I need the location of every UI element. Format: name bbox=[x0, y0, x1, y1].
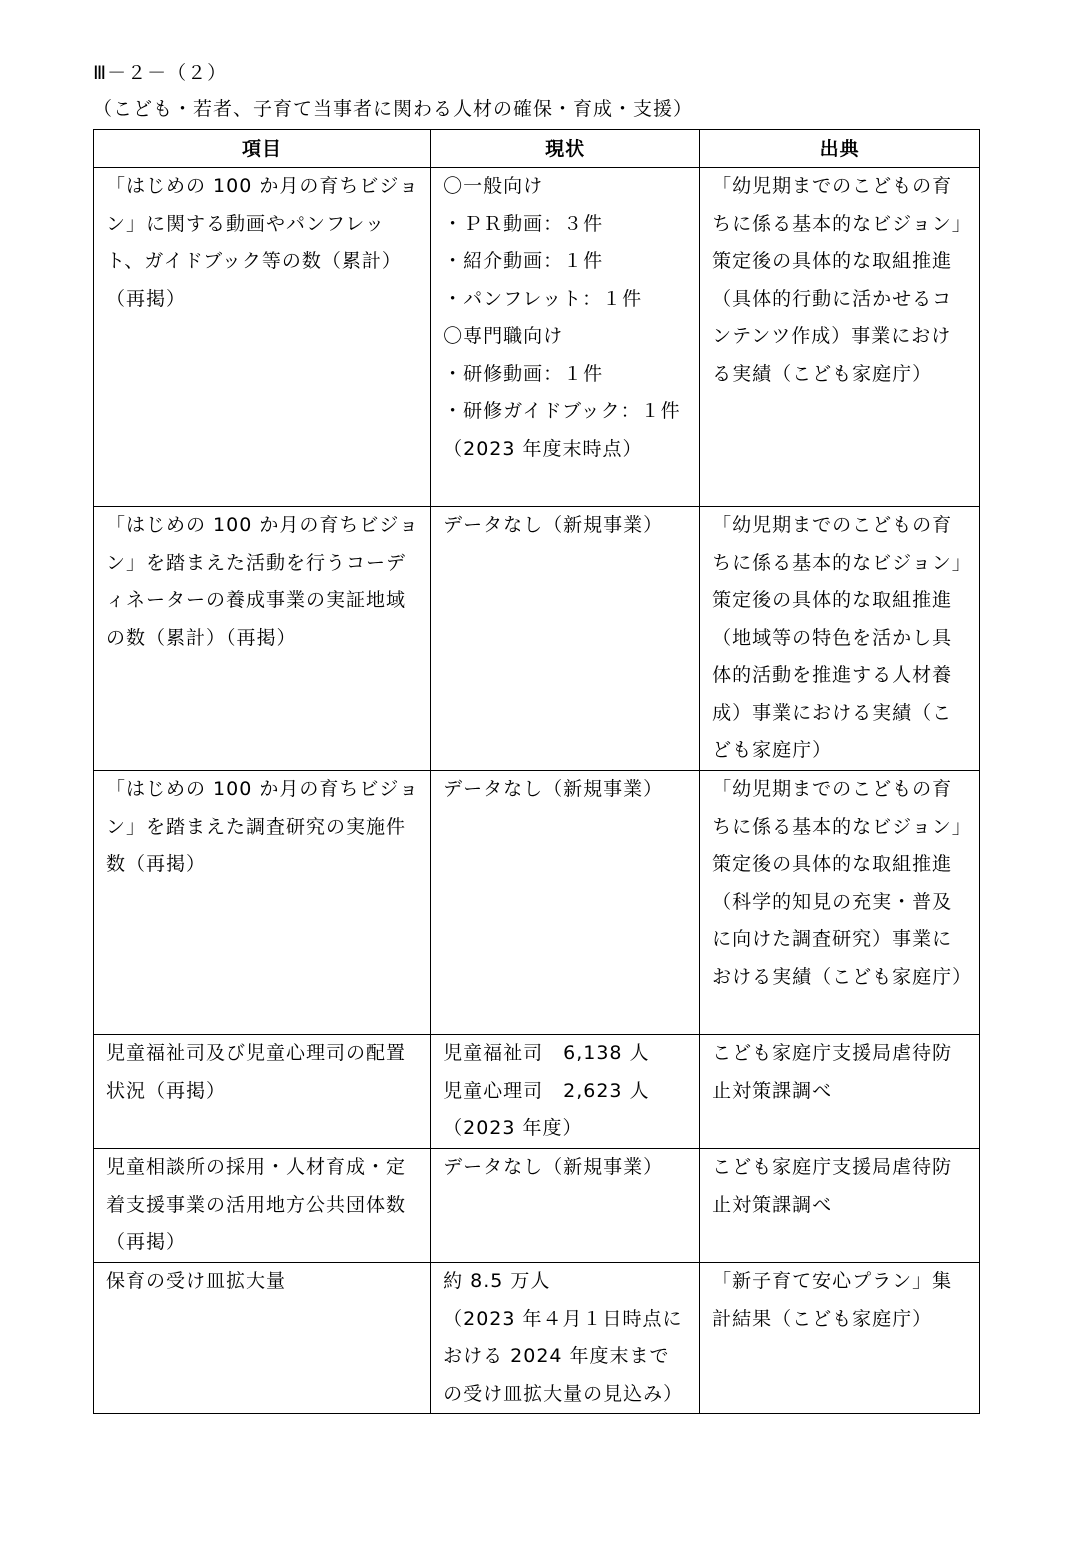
status-cell bbox=[431, 507, 700, 771]
source-cell bbox=[700, 168, 980, 507]
source-text: 「新子育て安心プラン」集計結果（こども家庭庁） bbox=[712, 1270, 953, 1330]
status-line: ・研修ガイドブック：１件 bbox=[443, 400, 681, 422]
table-row bbox=[94, 507, 980, 771]
column-header-item: 項目 bbox=[94, 130, 431, 168]
status-line: データなし（新規事業） bbox=[443, 514, 664, 536]
table-row bbox=[94, 1263, 980, 1414]
table-header-row bbox=[94, 130, 980, 168]
item-cell bbox=[94, 1149, 431, 1263]
indicator-table bbox=[93, 129, 980, 1414]
source-cell bbox=[700, 1263, 980, 1414]
source-text: こども家庭庁支援局虐待防止対策課調べ bbox=[712, 1042, 953, 1102]
status-line: ・パンフレット：１件 bbox=[443, 287, 643, 310]
section-subtitle: （こども・若者、子育て当事者に関わる人材の確保・育成・支援） bbox=[93, 98, 694, 120]
status-line: データなし（新規事業） bbox=[443, 1156, 664, 1178]
source-text: 「幼児期までのこどもの育ちに係る基本的なビジョン」策定後の具体的な取組推進（地域等の特色を活かし具体的活動を推進する人材養成）事業における実績（こども家庭庁） bbox=[712, 514, 963, 761]
table-row bbox=[94, 168, 980, 507]
column-header-status: 現状 bbox=[431, 130, 700, 168]
item-text: 児童相談所の採用・人材育成・定着支援事業の活用地方公共団体数（再掲） bbox=[106, 1156, 407, 1253]
table-row bbox=[94, 1149, 980, 1263]
source-text: こども家庭庁支援局虐待防止対策課調べ bbox=[712, 1156, 953, 1216]
item-cell bbox=[94, 168, 431, 507]
status-line: （2023 年４月１日時点における 2024 年度末までの受け皿拡大量の見込み） bbox=[443, 1307, 684, 1405]
source-text: 「幼児期までのこどもの育ちに係る基本的なビジョン」策定後の具体的な取組推進（具体的行動に活かせるコンテンツ作成）事業における実績（こども家庭庁） bbox=[712, 175, 963, 385]
item-text: 児童福祉司及び児童心理司の配置状況（再掲） bbox=[106, 1042, 407, 1102]
status-cell bbox=[431, 1149, 700, 1263]
status-line: 児童心理司 2,623 人 bbox=[443, 1079, 650, 1102]
status-line: （2023 年度末時点） bbox=[443, 437, 643, 460]
status-line: ・研修動画：１件 bbox=[443, 362, 604, 385]
source-cell bbox=[700, 1149, 980, 1263]
column-header-source: 出典 bbox=[700, 130, 980, 168]
source-text: 「幼児期までのこどもの育ちに係る基本的なビジョン」策定後の具体的な取組推進（科学的知見の充実・普及に向けた調査研究）事業における実績（こども家庭庁） bbox=[712, 778, 973, 988]
item-cell bbox=[94, 1035, 431, 1149]
source-cell bbox=[700, 507, 980, 771]
item-text: 「はじめの 100 か月の育ちビジョン」を踏まえた活動を行うコーディネーターの養成事業の実証地域の数（累計）（再掲） bbox=[106, 514, 419, 649]
status-line: （2023 年度） bbox=[443, 1117, 583, 1139]
status-line: 〇一般向け bbox=[443, 175, 544, 197]
status-line: ・紹介動画：１件 bbox=[443, 250, 604, 272]
item-text: 「はじめの 100 か月の育ちビジョン」を踏まえた調査研究の実施件数（再掲） bbox=[106, 778, 419, 875]
status-line: 約 8.5 万人 bbox=[443, 1270, 551, 1292]
status-line: データなし（新規事業） bbox=[443, 778, 664, 800]
status-cell bbox=[431, 1035, 700, 1149]
item-cell bbox=[94, 771, 431, 1035]
status-line: ・ＰＲ動画：３件 bbox=[443, 212, 604, 235]
source-cell bbox=[700, 771, 980, 1035]
table-row bbox=[94, 1035, 980, 1149]
item-cell bbox=[94, 1263, 431, 1414]
table-row bbox=[94, 771, 980, 1035]
status-cell bbox=[431, 1263, 700, 1414]
item-cell bbox=[94, 507, 431, 771]
status-cell bbox=[431, 771, 700, 1035]
status-line: 児童福祉司 6,138 人 bbox=[443, 1042, 650, 1064]
item-text: 保育の受け皿拡大量 bbox=[106, 1270, 287, 1292]
section-number: Ⅲ－２－（２） bbox=[93, 62, 228, 84]
status-cell bbox=[431, 168, 700, 507]
status-line: 〇専門職向け bbox=[443, 325, 564, 347]
item-text: 「はじめの 100 か月の育ちビジョン」に関する動画やパンフレット、ガイドブック等の数（累計）（再掲） bbox=[106, 175, 419, 310]
source-cell bbox=[700, 1035, 980, 1149]
